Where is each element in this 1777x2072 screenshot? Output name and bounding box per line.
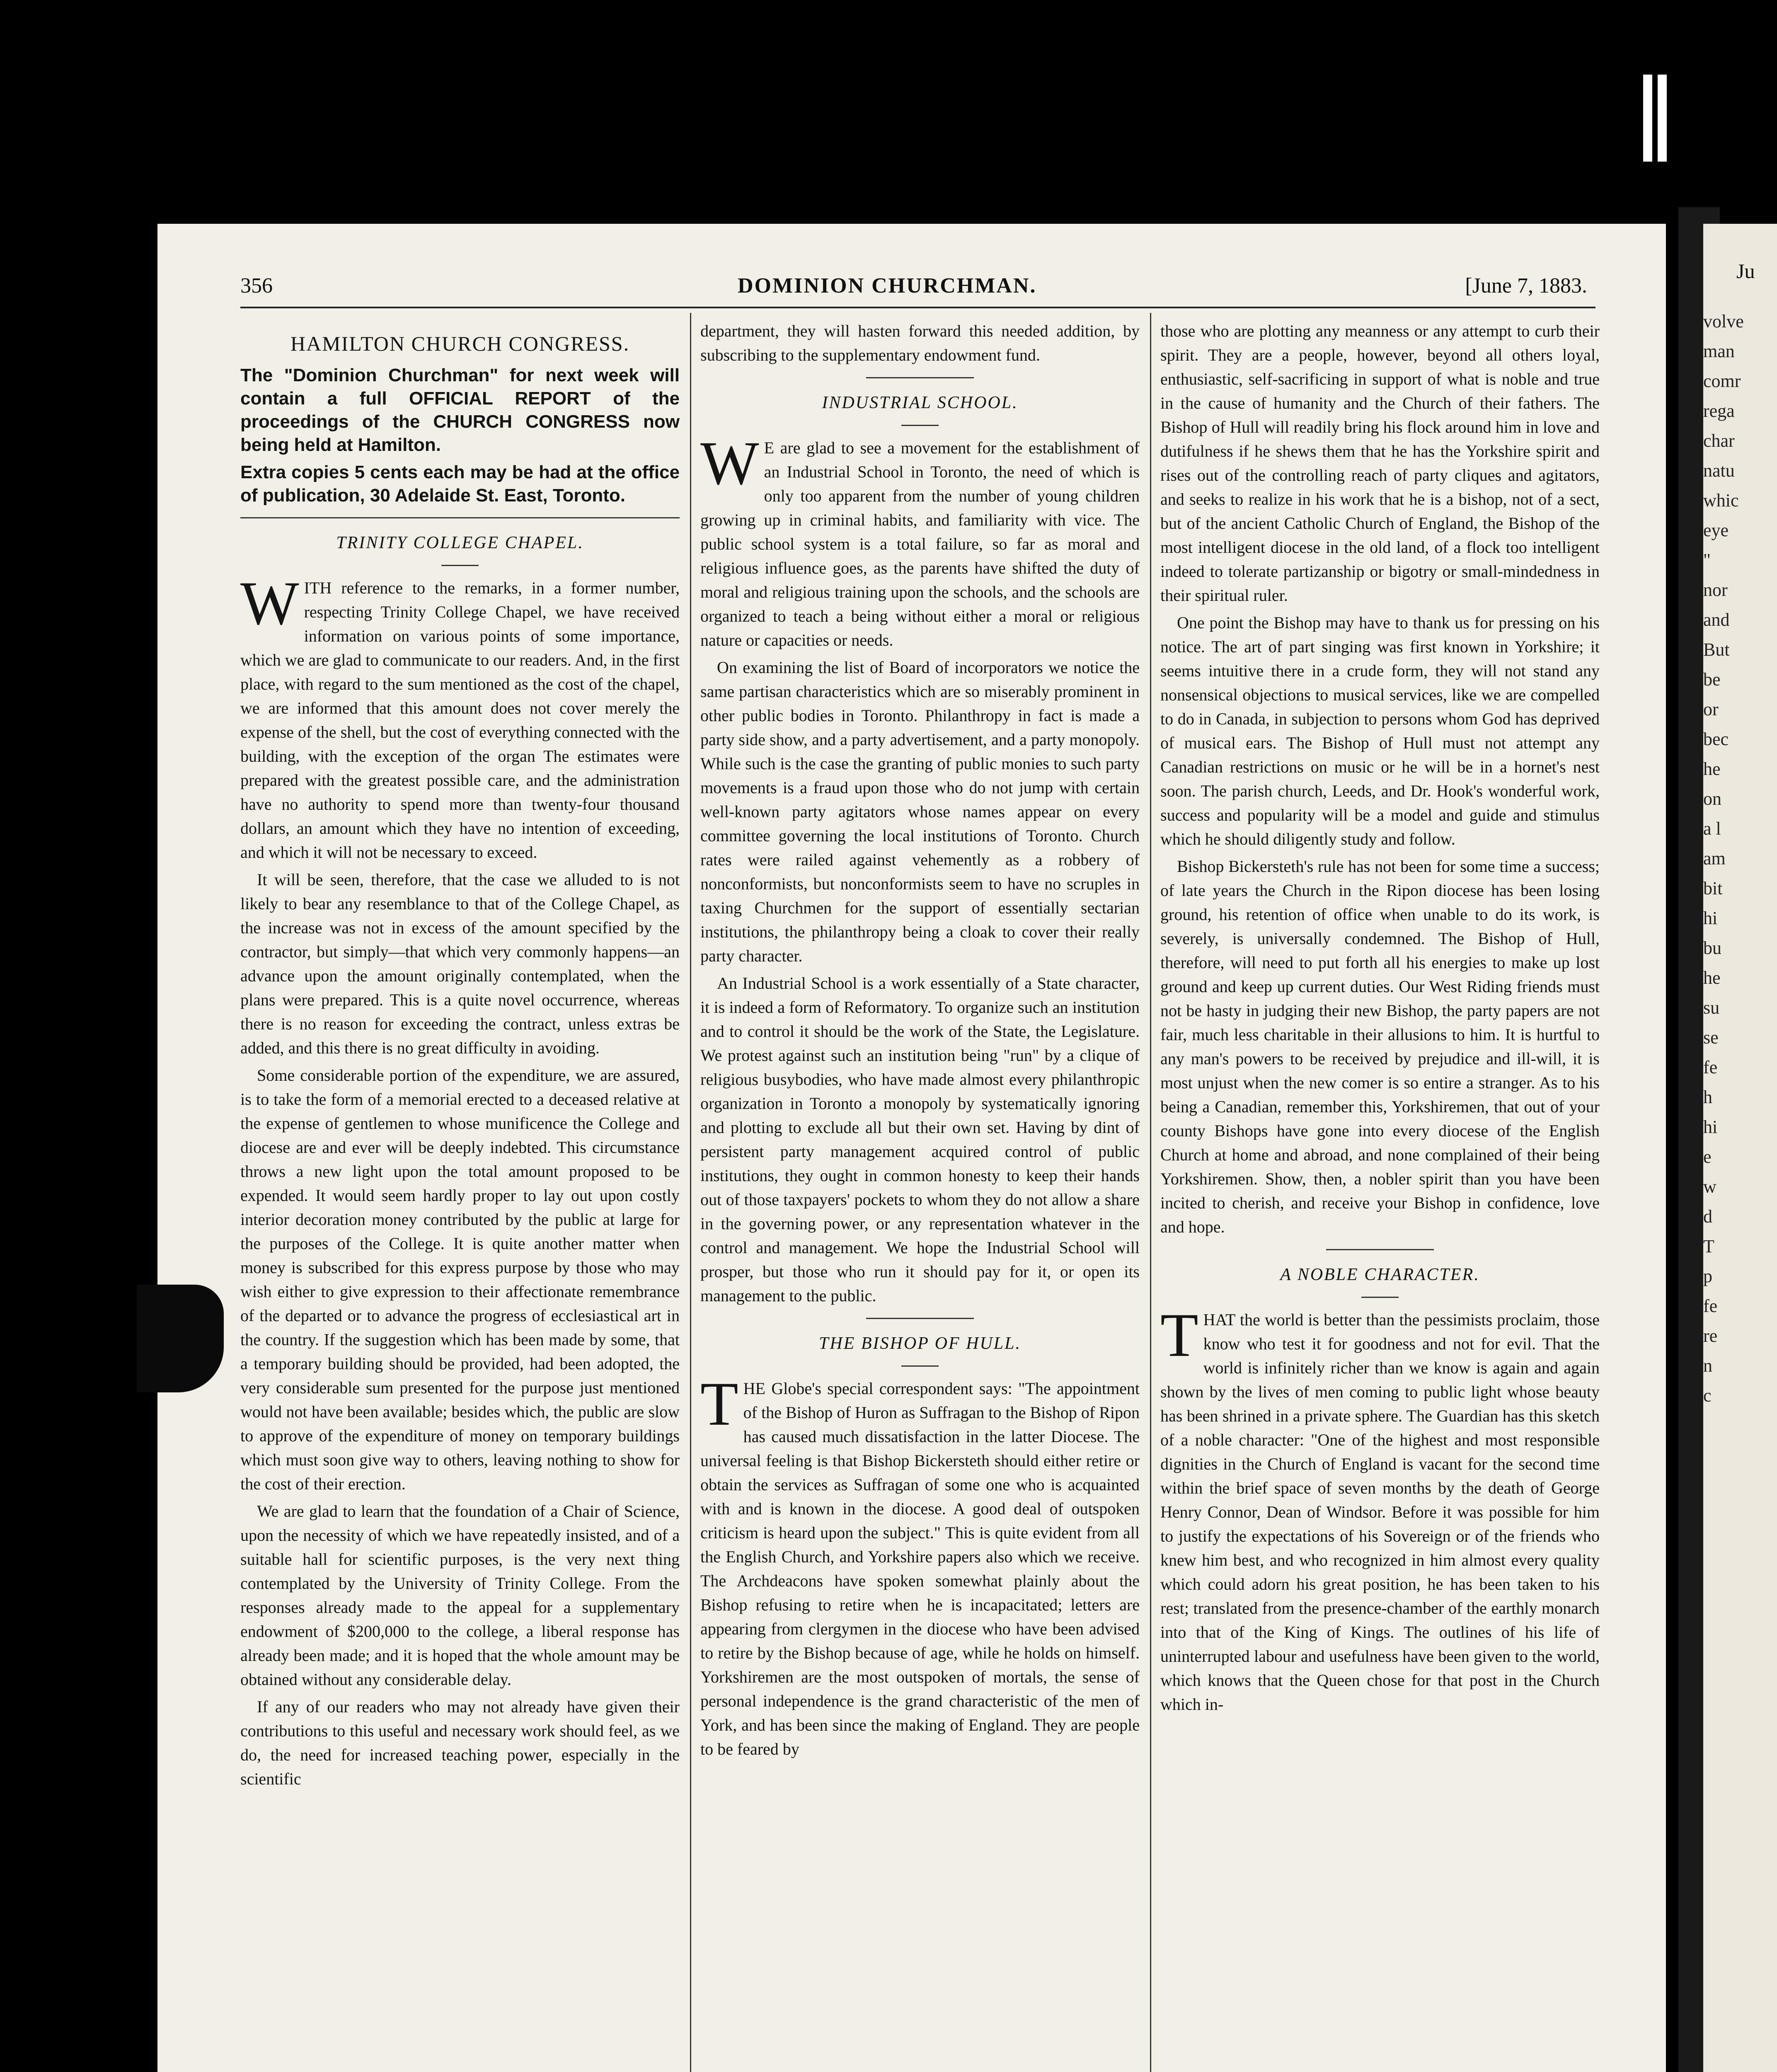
continued-paragraph: those who are plotting any meanness or any attempt to curb their spirit. They are a people, however, beyond all others loyal, enthusiastic, self-sacrificing in support of what is noble and true in the cause of humanity and the Church of their fathers. The Bishop of Hull will readily bring his flock around him in love and dutifulness if he shews them that he has the Yorkshire spirit and rises out of the controlling reach of party cliques and agitators, and seeks to realize in his work that he is a bishop, not of a sect, but of the ancient Catholic Church of England, the Bishop of the most intelligent diocese in the old land, of a flock too intelligent indeed to tolerate partizanship or bigotry or small-mindedness in their spiritual ruler. [1160,322,1600,605]
drop-cap: W [240,569,299,638]
paragraph-text: ITH reference to the remarks, in a former number, respecting Trinity College Chapel, we have received information on various points of some importance, which we are glad to communicate to our readers. And, in the first place, with regard to the sum mentioned as the cost of the chapel, we are informed that this amount does not cover merely the expense of the shell, but the cost of everything connected with the building, with the exception of the organ The estimates were prepared with the greatest possible care, and the administration have no authority to spend more than twenty-four thousand dollars, an amount which they have no intention of exceeding, and which it will not be necessary to exceed. [240,579,680,862]
continued-paragraph: department, they will hasten forward this needed addition, by subscribing to the supplementary endowment fund. [700,322,1140,364]
article-paragraph: One point the Bishop may have to thank us for pressing on his notice. The art of part singing was first known in Yorkshire; it seems intuitive there in a crude form, they will not stand any nonsensical objections to musical services, like we are compelled to do in Canada, in subjection to persons whom God has deprived of musical ears. The Bishop of Hull must not attempt any Canadian restrictions on music or he will be in a hornet's nest soon. The parish church, Leeds, and Dr. Hook's wonderful work, success and popularity will be a model and guide and stimulus which he should diligently study and follow. [1160,613,1600,848]
article-paragraph: It will be seen, therefore, that the case we alluded to is not likely to bear any resemblance to that of the College Chapel, as the increase was not in excess of the amount specified by the contractor, but simply—that which very commonly happens—an advance upon the amount originally contemplated, when the plans were prepared. This is a quite novel occurrence, whereas there is no reason for exceeding the contract, unless extras be added, and this there is no great difficulty in avoiding. [240,870,680,1057]
congress-notice [240,364,680,507]
short-rule [1361,1297,1399,1298]
article-paragraph [700,1370,1140,1761]
article-paragraph: An Industrial School is a work essentially of a State character, it is indeed a form of Reformatory. To organize such an institution and to control it should be the work of the State, the Legislature. We protest against such an institution being "run" by a clique of religious busybodies, who have made almost every philanthropic organization in Toronto a monopoly by systematically ignoring and plotting to exclude all but their own set. Having by dint of persistent party management acquired control of public institutions, they ought in common honesty to keep their hands out of those taxpayers' pockets to whom they do not allow a share in the governing power, or any representation whatever in the control and management. We hope the Industrial School will prosper, but those who run it should pay for it, or open its management to the public. [700,974,1140,1305]
article-paragraph: On examining the list of Board of incorporators we notice the same partisan characteristics which are so miserably prominent in other public bodies in Toronto. Philanthropy in fact is made a party side show, and a party advertisement, and a party monopoly. While such is the case the granting of public monies to such party movements is a fraud upon those who do not jump with certain well-known party agitators whose names appear on every committee governing the local institutions of Toronto. Church rates were railed against vehemently as a robbery of nonconformists, but nonconformists seem to have no scruples in taxing Churchmen for the support of essentially sectarian institutions, the philanthropy being a cloak to cover their really party character. [700,658,1140,965]
industrial-heading: INDUSTRIAL SCHOOL. [822,393,1018,412]
column-2 [700,319,1140,1765]
article-paragraph [240,569,680,864]
scan-marker-top [1643,75,1652,162]
column-divider-2 [1150,313,1151,2072]
short-rule [901,1365,939,1367]
noble-heading: A NOBLE CHARACTER. [1280,1265,1480,1284]
article-paragraph: Bishop Bickersteth's rule has not been for some time a success; of late years the Church in the Ripon diocese has been losing ground, his retention of office when unable to do its work, is severely, is universally condemned. The Bishop of Hull, therefore, will need to put forth all his energies to make up lost ground and keep up current duties. Our West Riding friends must not be hasty in judging their new Bishop, the party papers are not fair, much less charitable in their allusions to him. It is hurtful to any man's powers to be received by prejudice and ill-will, it is most unjust when the new comer is so entire a stranger. As to his being a Canadian, remember this, Yorkshiremen, that out of your county Bishops have gone into every diocese of the English Church at home and abroad, and none complained of their being Yorkshiremen. Show, then, a nobler spirit than you have been incited to cherish, and receive your Bishop in confidence, love and hope. [1160,857,1600,1236]
facing-page-text: volve man comr rega char natu whic eye " nor and But be or bec he on a l am bit hi bu he su se fe h hi e w d T p fe re n c [1703,311,1744,1406]
paragraph-text: HE Globe's special correspondent says: "The appointment of the Bishop of Huron as Suffragan to the Bishop of Ripon has caused much dissatisfaction in the latter Diocese. The universal feeling is that Bishop Bickersteth should either retire or obtain the services as Suffragan of some one who is acquainted with and is known in the diocese. A good deal of outspoken criticism is heard upon the subject." This is quite evident from all the English Church, and Yorkshire papers also which we receive. The Archdeacons have spoken somewhat plainly about the Bishop refusing to retire when he is incapacitated; letters are appearing from clergymen in the diocese who have been advised to retire by the Bishop because of age, while he holds on himself. Yorkshiremen are the most outspoken of mortals, the sense of personal independence is the grand characteristic of the men of York, and has been since the making of England. They are people to be feared by [700,1379,1140,1758]
trinity-heading: TRINITY COLLEGE CHAPEL. [336,533,584,552]
column-divider-1 [690,313,691,2072]
section-rule [866,1318,974,1319]
short-rule [901,425,939,426]
section-rule [240,517,680,518]
column-3 [1160,319,1600,1720]
article-paragraph [700,429,1140,652]
drop-cap: T [700,1370,738,1438]
scanner-thumb-shadow [137,1285,224,1392]
facing-page-fragment [1703,224,1777,2072]
scan-marker-top-2 [1658,75,1667,162]
congress-notice-copies: Extra copies 5 cents each may be had at the office of publication, 30 Adelaide St. East, Toronto. [240,462,680,506]
page-header [240,274,1587,307]
bishop-heading: THE BISHOP OF HULL. [819,1334,1021,1353]
article-paragraph: We are glad to learn that the foundation of a Chair of Science, upon the necessity of which we have repeatedly insisted, and of a suitable hall for scientific purposes, is the very next thing contemplated by the University of Trinity College. From the responses already made to the appeal for a supplementary endowment of $200,000 to the college, a liberal response has already been made; and it is hoped that the whole amount may be obtained without any considerable delay. [240,1502,680,1689]
paragraph-text: E are glad to see a movement for the establishment of an Industrial School in Toronto, the need of which is only too apparent from the number of young children growing up in criminal habits, and familiarity with vice. The public school system is a total failure, so far as moral and religious influence goes, as the parents have shifted the duty of moral and religious training upon the schools, and the schools are organized to teach a being without either a moral or religious nature or capacities or needs. [700,438,1140,649]
drop-cap: W [700,429,759,498]
congress-heading: HAMILTON CHURCH CONGRESS. [290,332,630,355]
column-1 [240,319,680,1794]
congress-notice-text: The "Dominion Churchman" for next week will contain a full OFFICIAL REPORT of the proceedings of the CHURCH CONGRESS now being held at Hamilton. [240,365,680,455]
issue-date: [June 7, 1883. [1465,274,1587,298]
drop-cap: T [1160,1301,1198,1370]
publication-title: DOMINION CHURCHMAN. [738,274,1037,298]
newspaper-page [157,224,1666,2072]
paragraph-text: HAT the world is better than the pessimists proclaim, those know who test it for goodness and not for evil. That the world is infinitely richer than we know is again and again shown by the lives of men coming to public light whose beauty has been shrined in a private sphere. The Guardian has this sketch of a noble character: "One of the highest and most responsible dignities in the Church of England is vacant for the second time within the brief space of seven months by the death of George Henry Connor, Dean of Windsor. Before it was possible for him to justify the expectations of his Sovereign or of the friends who knew him best, and who recognized in him almost every quality which could adorn his great position, he has been taken to his rest; translated from the presence-chamber of the earthly monarch into that of the King of Kings. The outlines of his life of uninterrupted labour and usefulness have been given to the world, which knows that the Queen chose for that post in the Church which in- [1160,1310,1600,1714]
article-paragraph: If any of our readers who may not already have given their contributions to this useful and necessary work should feel, as we do, the need for increased teaching power, especially in the scientific [240,1697,680,1788]
short-rule [441,565,479,566]
section-rule [866,377,974,378]
article-paragraph [1160,1301,1600,1716]
article-paragraph: Some considerable portion of the expenditure, we are assured, is to take the form of a memorial erected to a deceased relative at the expense of gentlemen to whose munificence the College and diocese are and ever will be deeply indebted. This circumstance throws a new light upon the total amount proposed to be expended. It would seem hardly proper to lay out upon costly interior decoration money contributed by the public at large for the purposes of the College. It is quite another matter when money is subscribed for this express purpose by those who may wish either to give expression to their affectionate remembrance of the departed or to advance the progress of ecclesiastical art in the country. If the suggestion which has been made by some, that a temporary building should be provided, had been adopted, the very considerable sum presented for the purpose just mentioned would not have been available; besides which, the public are slow to approve of the expenditure of money on temporary buildings which must soon give way to others, leaving nothing to show for the cost of their erection. [240,1066,680,1493]
header-rule [240,307,1595,308]
facing-page-header: Ju [1736,259,1755,283]
page-number: 356 [240,274,273,298]
section-rule [1326,1249,1434,1250]
